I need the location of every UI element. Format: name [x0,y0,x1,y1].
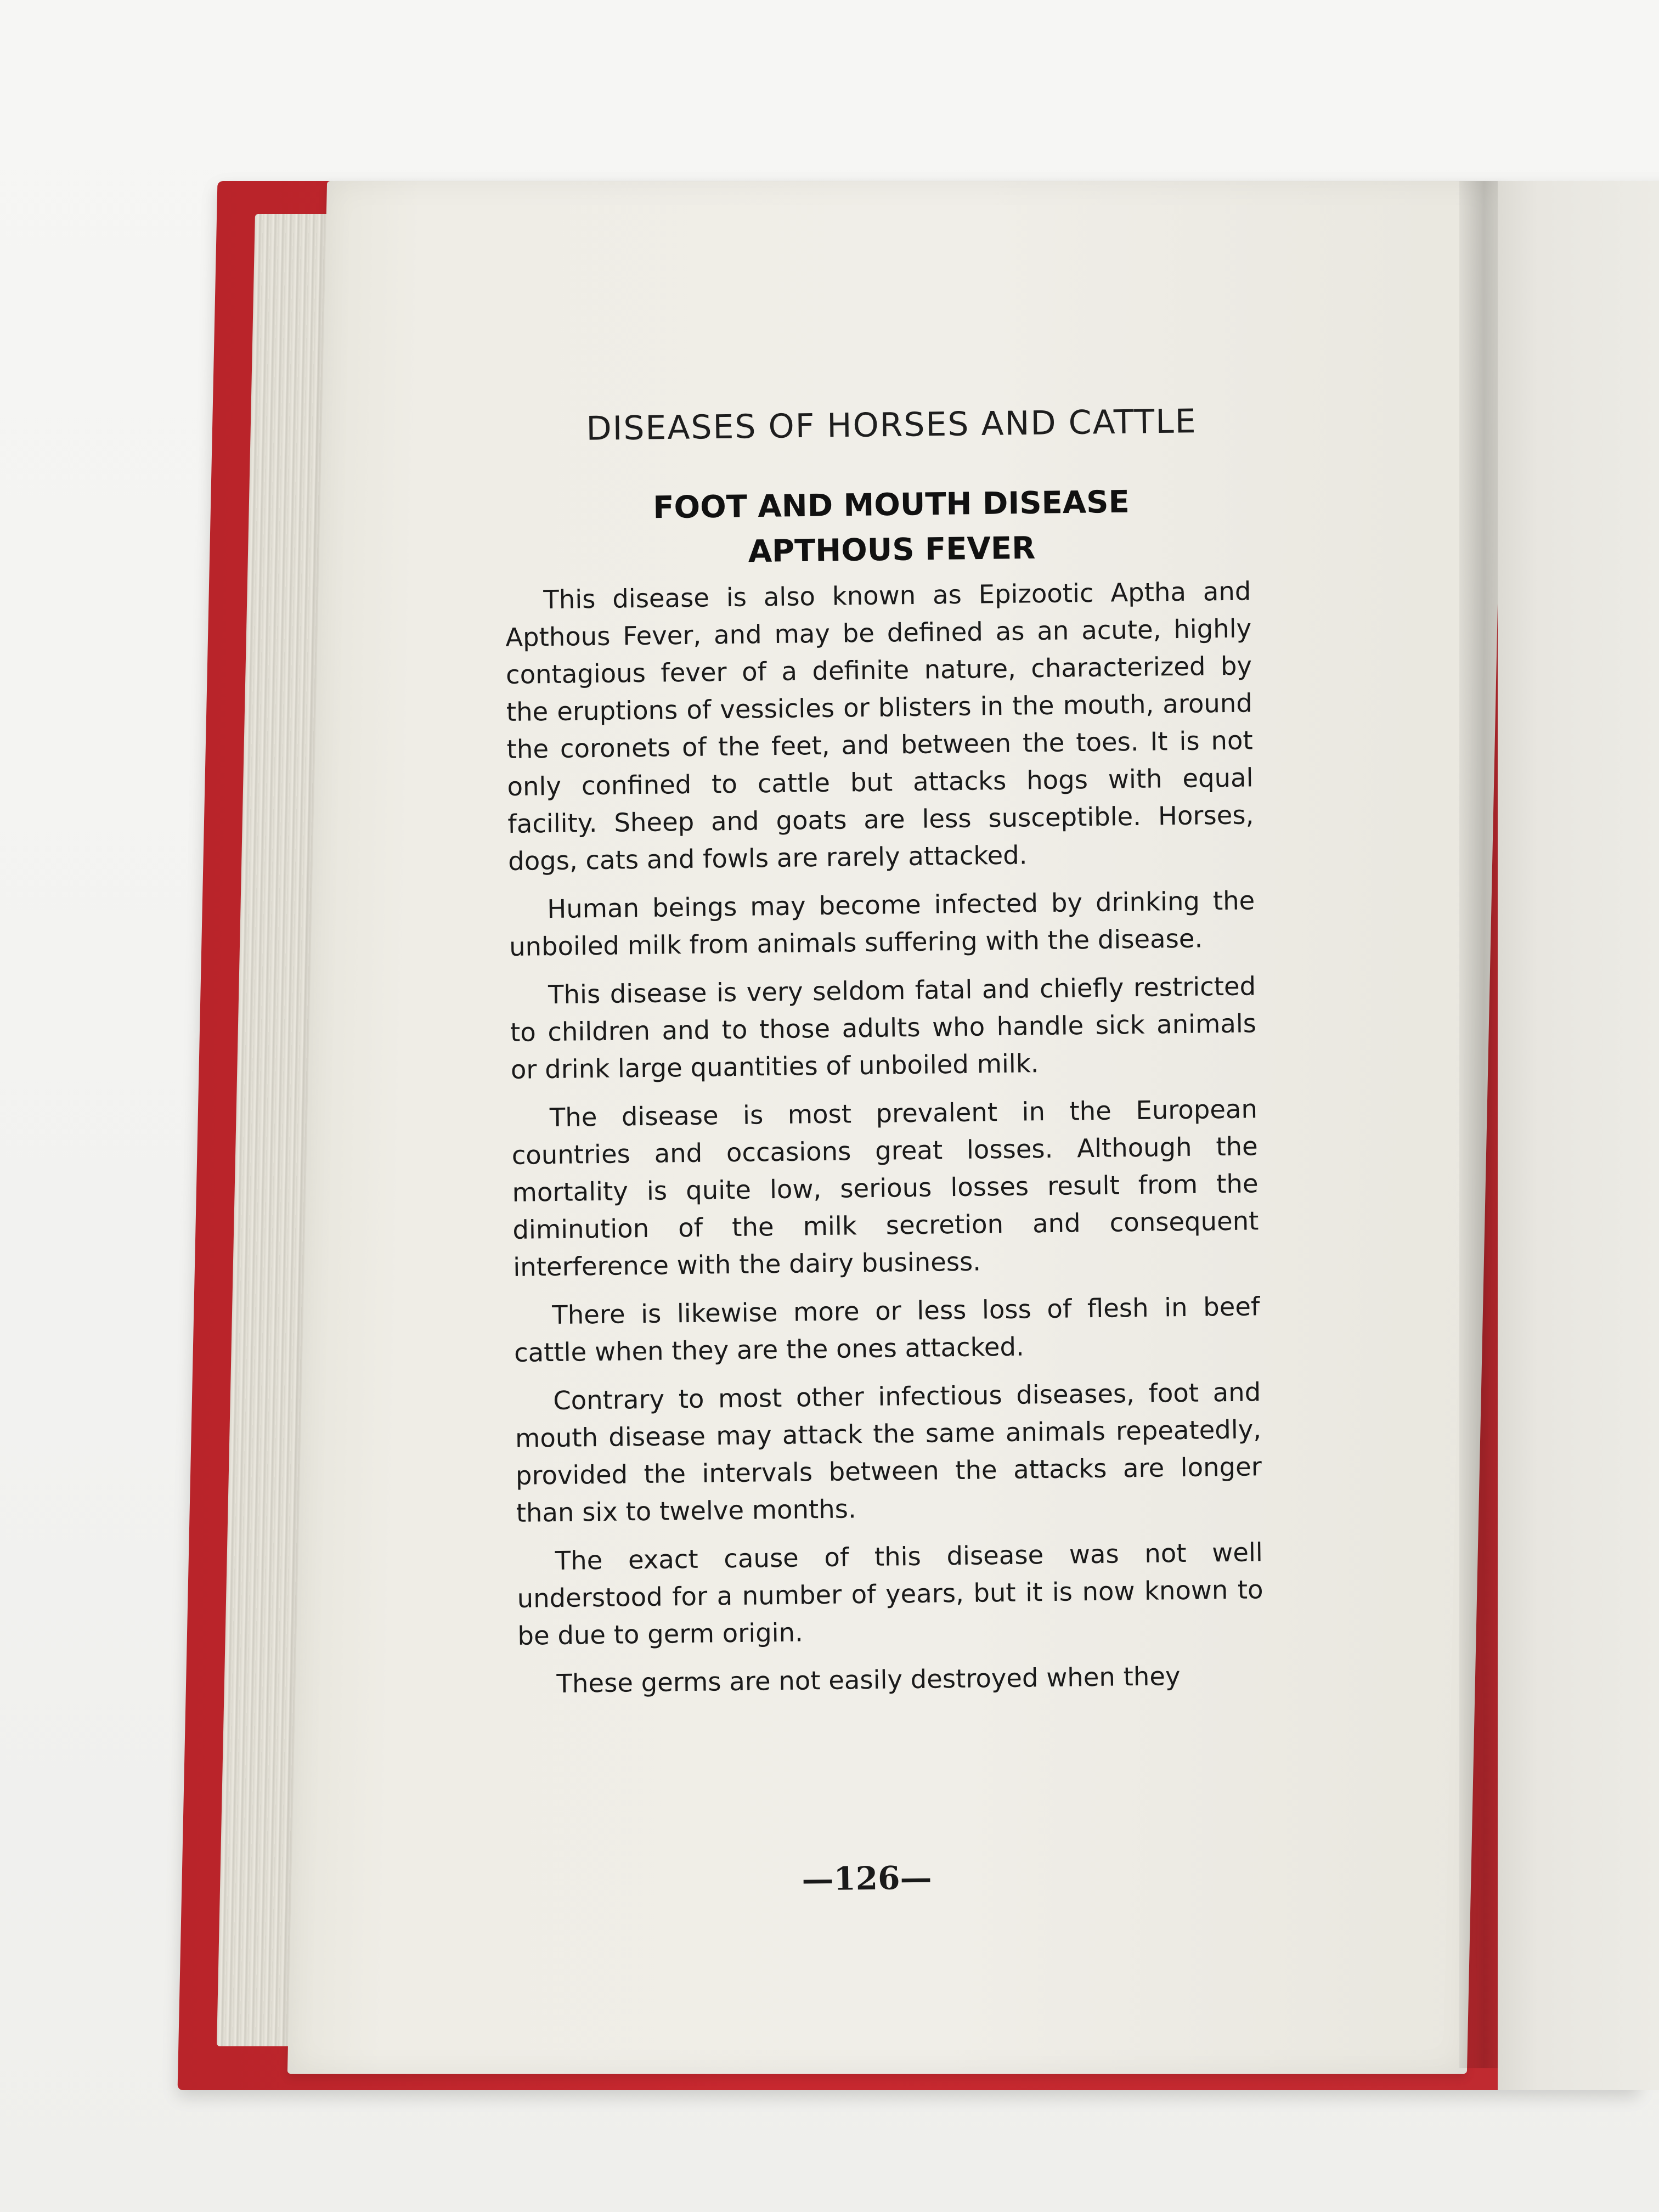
paragraph: These germs are not easily destroyed when they [556,1661,1181,1699]
chapter-title [575,479,1207,577]
right-page [1498,181,1659,2090]
running-head: DISEASES OF HORSES AND CATTLE [586,402,1197,448]
paragraph: This disease is very seldom fatal and chiefly restricted to children and to those adults who handle sick animals or drink large quantities of unboiled milk. [510,971,1257,1085]
paragraph: The exact cause of this disease was not well understood for a number of years, but it is now known to be due to germ origin. [517,1537,1263,1651]
paragraph: There is likewise more or less loss of flesh in beef cattle when they are the ones attacked. [514,1291,1260,1368]
chapter-title-line-2: APTHOUS FEVER [748,530,1036,570]
page-number: —126— [802,1859,932,1898]
paragraph: Human beings may become infected by drinking the unboiled milk from animals suffering with the disease. [509,885,1255,962]
paragraph: The disease is most prevalent in the European countries and occasions great losses. Although the mortality is quite low, serious losses result from the diminution of the milk secretion and consequent interference with the dairy business. [511,1094,1259,1282]
paragraph: Contrary to most other infectious diseases, foot and mouth disease may attack the same animals repeatedly, provided the intervals between the attacks are longer than six to twelve months. [515,1377,1262,1528]
body-text [505,572,1265,1713]
paragraph: This disease is also known as Epizootic Aptha and Apthous Fever, and may be defined as an acute, highly contagious fever of a definite nature, characterized by the eruptions of vessicles or blisters in the mouth, around the coronets of the feet, and between the toes. It is not only confined to cattle but attacks hogs with equal facility. Sheep and goats are less susceptible. Horses, dogs, cats and fowls are rarely attacked. [505,576,1254,876]
chapter-title-line-1: FOOT AND MOUTH DISEASE [652,484,1130,526]
